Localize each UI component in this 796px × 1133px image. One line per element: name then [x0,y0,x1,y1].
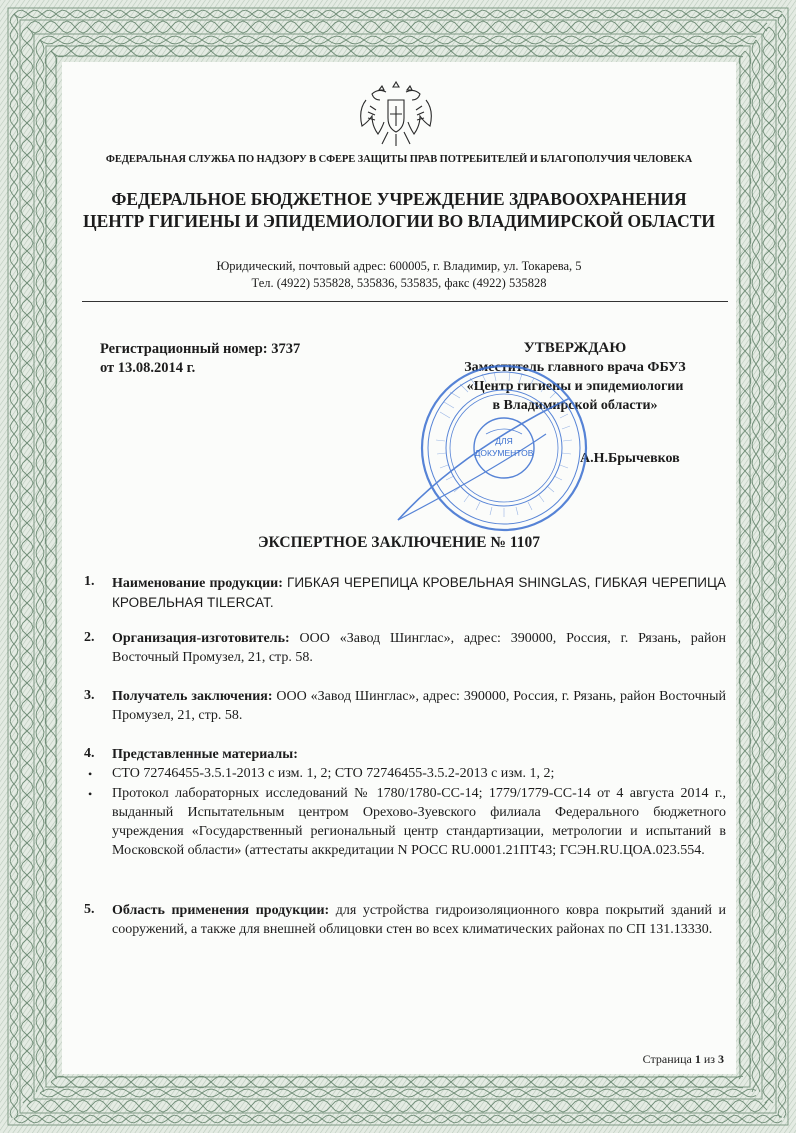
round-seal-icon [370,352,610,552]
approval-signer: А.Н.Брычевков [580,451,680,466]
approval-organization-line2: в Владимирской области» [492,398,658,413]
section-5 [112,901,726,939]
section-3 [112,687,726,725]
organization-phones: Тел. (4922) 535828, 535836, 535835, факс (4922) 535828 [251,276,547,290]
list-item: СТО 72746455-3.5.1-2013 с изм. 1, 2; СТО 72746455-3.5.2-2013 с изм. 1, 2; [112,766,555,781]
section-number-3: 3. [84,688,95,703]
section-number-4: 4. [84,746,95,761]
section-3-label: Получатель заключения: [112,689,273,704]
registration-date: от 13.08.2014 г. [100,360,196,376]
approval-heading: УТВЕРЖДАЮ [523,340,627,356]
stamp-inner-line1: ДЛЯ [495,436,513,446]
section-1-label: Наименование продукции: [112,576,283,591]
page-total: 3 [718,1052,724,1066]
registration-number: Регистрационный номер: 3737 [100,341,301,357]
page-separator: из [703,1052,715,1066]
approval-organization-line1: «Центр гигиены и эпидемиологии [466,379,684,394]
section-5-label: Область применения продукции: [112,903,330,918]
header-divider [82,301,728,302]
document-title: ЭКСПЕРТНОЕ ЗАКЛЮЧЕНИЕ № 1107 [258,534,540,551]
section-1 [112,573,726,613]
organization-name-line2: ЦЕНТР ГИГИЕНЫ И ЭПИДЕМИОЛОГИИ ВО ВЛАДИМИРСКОЙ ОБЛАСТИ [82,211,715,231]
section-number-5: 5. [84,902,95,917]
section-number-2: 2. [84,630,95,645]
bullet-icon: • [88,767,93,781]
section-4-label: Представленные материалы: [112,747,298,762]
organization-address: Юридический, почтовый адрес: 600005, г. Владимир, ул. Токарева, 5 [216,259,582,273]
list-item: Протокол лабораторных исследований № 1780/1780-СС-14; 1779/1779-СС-14 от 4 августа 2014 г., выданный Испытательным центром Орехово-Зуевского филиала Федерального бюджетного учреждения «Государственный региональный центр стандартизации, метрологии и испытаний в Московской области» (аттестаты аккредитации N POCC RU.0001.21ПТ43; ГСЭН.RU.ЦОА.023.554. [112,786,726,858]
section-4 [112,745,726,764]
section-5-text: для устройства гидроизоляционного ковра покрытий зданий и сооружений, а также для внешней облицовки стен во всех климатических районах по СП 131.13330. [112,903,727,937]
double-headed-eagle-icon [352,76,440,148]
page-counter [643,1052,724,1067]
section-1-text: ГИБКАЯ ЧЕРЕПИЦА КРОВЕЛЬНАЯ SHINGLAS, ГИБКАЯ ЧЕРЕПИЦА КРОВЕЛЬНАЯ TILERCAT. [112,575,726,610]
section-3-text: ООО «Завод Шинглас», адрес: 390000, Россия, г. Рязань, район Восточный Промузел, 21, стр. 58. [112,689,726,723]
section-2-text: ООО «Завод Шинглас», адрес: 390000, Россия, г. Рязань, район Восточный Промузел, 21, стр. 58. [112,631,727,665]
section-number-1: 1. [84,574,95,589]
service-name: ФЕДЕРАЛЬНАЯ СЛУЖБА ПО НАДЗОРУ В СФЕРЕ ЗАЩИТЫ ПРАВ ПОТРЕБИТЕЛЕЙ И БЛАГОПОЛУЧИЯ ЧЕЛОВЕКА [105,154,693,165]
bullet-icon: • [88,787,93,801]
organization-name-line1: ФЕДЕРАЛЬНОЕ БЮДЖЕТНОЕ УЧРЕЖДЕНИЕ ЗДРАВООХРАНЕНИЯ [111,189,687,209]
section-2-label: Организация-изготовитель: [112,631,290,646]
stamp-inner-line2: ДОКУМЕНТОВ [474,448,534,458]
approval-position: Заместитель главного врача ФБУЗ [464,360,686,375]
page-current: 1 [694,1052,701,1066]
section-2 [112,629,726,667]
page-label: Страница [642,1052,692,1066]
